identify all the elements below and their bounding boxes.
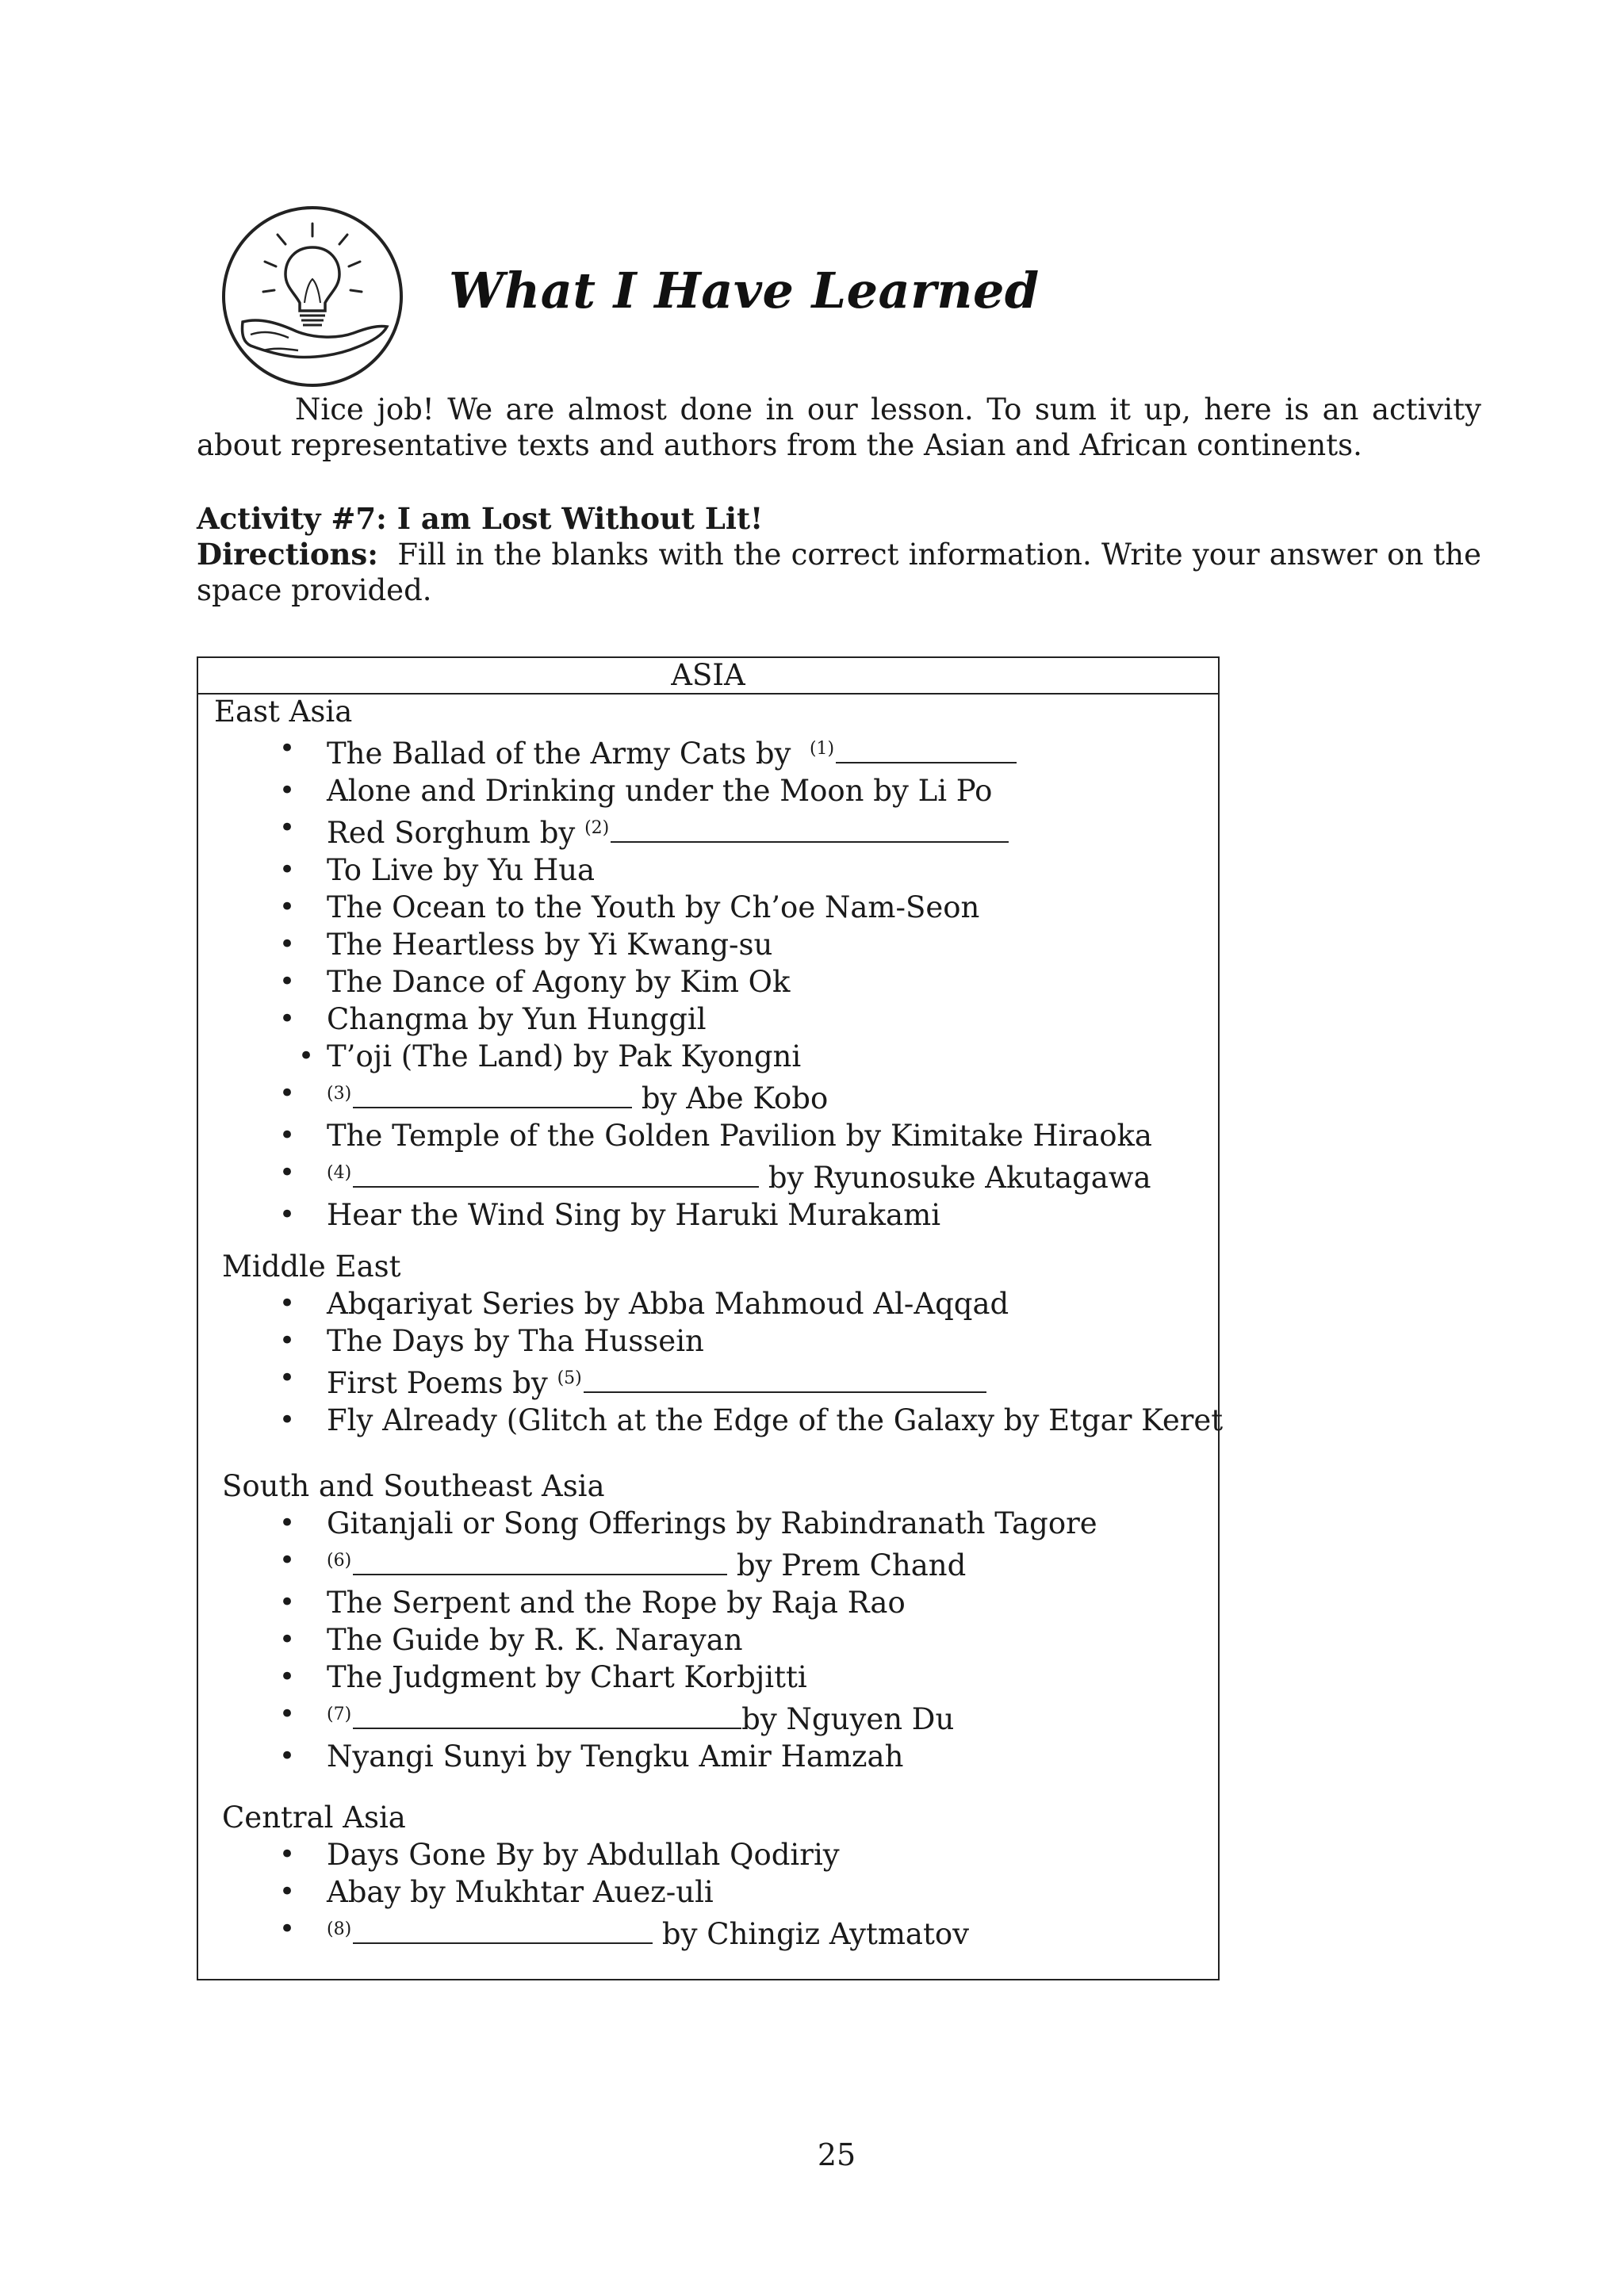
section-title-middle-east: Middle East <box>222 1249 401 1284</box>
page-title: What I Have Learned <box>449 262 1040 320</box>
activity-block <box>197 501 1481 608</box>
section-title-east-asia: East Asia <box>214 695 353 729</box>
list-item: • First Poems by $^{(5)}$ <box>214 1360 1223 1402</box>
activity-title: Activity #7: I am Lost Without Lit! <box>197 501 764 536</box>
list-item: • Abay by Mukhtar Auez-uli <box>214 1873 969 1911</box>
activity-directions <box>197 537 1481 608</box>
section-title-south-southeast-asia: South and Southeast Asia <box>222 1469 605 1503</box>
blank-number: (3) <box>327 1084 352 1104</box>
list-item: • Fly Already (Glitch at the Edge of the Galaxy by Etgar Keret <box>214 1402 1223 1439</box>
answer-blank[interactable] <box>611 817 1009 843</box>
page-number: 25 <box>817 2137 856 2172</box>
south-asia-list <box>214 1505 1097 1775</box>
blank-number: (7) <box>327 1705 352 1724</box>
answer-blank[interactable] <box>836 738 1017 763</box>
list-item: • The Temple of the Golden Pavilion by Kimitake Hiraoka <box>214 1117 1152 1154</box>
list-item: • The Judgment by Chart Korbjitti <box>214 1659 1097 1696</box>
middle-east-list <box>214 1285 1223 1439</box>
blank-number: (1) <box>809 739 835 759</box>
list-item: • Days Gone By by Abdullah Qodiriy <box>214 1836 969 1873</box>
directions-label: Directions: <box>197 537 378 572</box>
answer-blank[interactable] <box>353 1162 759 1188</box>
directions-text: Fill in the blanks with the correct information. Write your answer on the space provided. <box>197 538 1482 607</box>
list-item: • The Serpent and the Rope by Raja Rao <box>214 1584 1097 1621</box>
list-item: • The Guide by R. K. Narayan <box>214 1621 1097 1659</box>
blank-number: (2) <box>584 818 610 838</box>
list-item: • T’oji (The Land) by Pak Kyongni <box>214 1038 1152 1075</box>
list-item: • The Heartless by Yi Kwang-su <box>214 926 1152 963</box>
answer-blank[interactable] <box>584 1368 986 1393</box>
blank-number: (8) <box>327 1919 352 1939</box>
answer-blank[interactable] <box>353 1550 727 1575</box>
answer-blank[interactable] <box>353 1704 741 1729</box>
list-item: • Nyangi Sunyi by Tengku Amir Hamzah <box>214 1738 1097 1775</box>
list-item: • Hear the Wind Sing by Haruki Murakami <box>214 1196 1152 1234</box>
east-asia-list <box>214 730 1152 1234</box>
list-item: • Gitanjali or Song Offerings by Rabindranath Tagore <box>214 1505 1097 1542</box>
list-item: • The Days by Tha Hussein <box>214 1322 1223 1360</box>
section-title-central-asia: Central Asia <box>222 1800 406 1835</box>
list-item: • The Ballad of the Army Cats by $^{(1)}$ <box>214 730 1152 772</box>
answer-blank[interactable] <box>353 1919 653 1944</box>
list-item: • Alone and Drinking under the Moon by Li Po <box>214 772 1152 809</box>
list-item: • $^{(8)}$ by Chingiz Aytmatov <box>214 1911 969 1953</box>
blank-number: (5) <box>557 1368 582 1388</box>
list-item: • $^{(4)}$ by Ryunosuke Akutagawa <box>214 1154 1152 1196</box>
list-item: • $^{(3)}$ by Abe Kobo <box>214 1075 1152 1117</box>
list-item: • Changma by Yun Hunggil <box>214 1001 1152 1038</box>
central-asia-list <box>214 1836 969 1953</box>
intro-paragraph <box>197 392 1481 463</box>
list-item: • $^{(6)}$ by Prem Chand <box>214 1542 1097 1584</box>
list-item: • The Ocean to the Youth by Ch’oe Nam-Seon <box>214 889 1152 926</box>
list-item: • The Dance of Agony by Kim Ok <box>214 963 1152 1001</box>
list-item: • Red Sorghum by $^{(2)}$ <box>214 809 1152 851</box>
intro-text: Nice job! We are almost done in our lesson. To sum it up, here is an activity about representative texts and authors from the Asian and African continents. <box>197 392 1481 462</box>
table-header: ASIA <box>198 658 1218 695</box>
list-item: • To Live by Yu Hua <box>214 851 1152 889</box>
list-item: • $^{(7)}$ by Nguyen Du <box>214 1696 1097 1738</box>
answer-blank[interactable] <box>353 1083 632 1108</box>
list-item: • Abqariyat Series by Abba Mahmoud Al-Aqqad <box>214 1285 1223 1322</box>
blank-number: (6) <box>327 1551 352 1571</box>
asia-table <box>197 656 1224 1980</box>
lightbulb-hand-icon <box>219 203 406 390</box>
blank-number: (4) <box>327 1163 352 1183</box>
